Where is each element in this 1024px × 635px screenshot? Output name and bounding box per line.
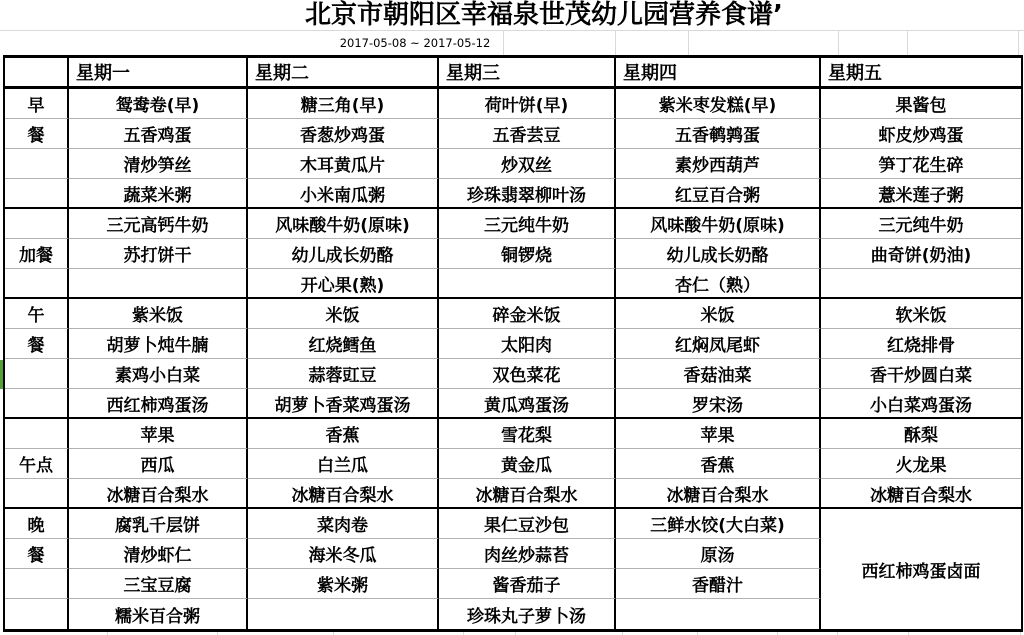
menu-cell[interactable]: 珍珠翡翠柳叶汤: [439, 179, 616, 209]
menu-cell[interactable]: 清炒笋丝: [69, 149, 248, 179]
menu-cell[interactable]: 酱香茄子: [439, 569, 616, 599]
menu-cell[interactable]: 香葱炒鸡蛋: [248, 119, 439, 149]
menu-cell[interactable]: 炒双丝: [439, 149, 616, 179]
day-header[interactable]: 星期五: [821, 58, 1021, 89]
sheet-gridline: [838, 31, 839, 55]
menu-cell[interactable]: 软米饭: [821, 299, 1021, 329]
sheet-gridline: [688, 31, 689, 55]
menu-cell[interactable]: 果仁豆沙包: [439, 509, 616, 539]
menu-cell[interactable]: 红焖凤尾虾: [616, 329, 821, 359]
menu-cell[interactable]: [248, 599, 439, 629]
menu-cell[interactable]: 木耳黄瓜片: [248, 149, 439, 179]
menu-cell[interactable]: 肉丝炒蒜苔: [439, 539, 616, 569]
meal-label-cell[interactable]: [5, 419, 69, 449]
menu-cell[interactable]: 五香鹌鹑蛋: [616, 119, 821, 149]
menu-cell[interactable]: 碎金米饭: [439, 299, 616, 329]
meal-label-cell[interactable]: 餐: [5, 119, 69, 149]
meal-label-cell[interactable]: [5, 569, 69, 599]
menu-cell[interactable]: 香蕉: [616, 449, 821, 479]
menu-cell[interactable]: 红烧排骨: [821, 329, 1021, 359]
menu-cell[interactable]: 苏打饼干: [69, 239, 248, 269]
menu-cell[interactable]: 杏仁（熟）: [616, 269, 821, 299]
menu-cell[interactable]: 小米南瓜粥: [248, 179, 439, 209]
menu-cell[interactable]: 小白菜鸡蛋汤: [821, 389, 1021, 419]
sheet-gridline: [907, 31, 908, 55]
sheet-gridline: [615, 31, 616, 55]
menu-cell[interactable]: 香干炒圆白菜: [821, 359, 1021, 389]
menu-cell[interactable]: 腐乳千层饼: [69, 509, 248, 539]
menu-cell[interactable]: 三元高钙牛奶: [69, 209, 248, 239]
menu-cell[interactable]: 珍珠丸子萝卜汤: [439, 599, 616, 629]
menu-cell[interactable]: 素鸡小白菜: [69, 359, 248, 389]
meal-label-cell[interactable]: 午点: [5, 449, 69, 479]
menu-cell-merged[interactable]: 西红柿鸡蛋卤面: [861, 561, 981, 582]
menu-cell[interactable]: 笋丁花生碎: [821, 149, 1021, 179]
menu-cell[interactable]: 鸳鸯卷(早): [69, 89, 248, 119]
menu-cell[interactable]: 苹果: [69, 419, 248, 449]
menu-cell[interactable]: 香醋汁: [616, 569, 821, 599]
meal-label-cell[interactable]: 加餐: [5, 239, 69, 269]
menu-cell[interactable]: 冰糖百合梨水: [248, 479, 439, 509]
menu-cell[interactable]: 开心果(熟): [248, 269, 439, 299]
day-header[interactable]: 星期三: [439, 58, 616, 89]
meal-label-cell[interactable]: [5, 599, 69, 629]
menu-cell[interactable]: 幼儿成长奶酪: [248, 239, 439, 269]
menu-cell[interactable]: 原汤: [616, 539, 821, 569]
meal-label-cell[interactable]: [5, 149, 69, 179]
menu-cell[interactable]: 西红柿鸡蛋汤: [69, 389, 248, 419]
meal-label-cell[interactable]: 早: [5, 89, 69, 119]
meal-label-cell[interactable]: 午: [5, 299, 69, 329]
menu-cell[interactable]: 紫米粥: [248, 569, 439, 599]
menu-cell[interactable]: 三元纯牛奶: [439, 209, 616, 239]
menu-cell[interactable]: 黄瓜鸡蛋汤: [439, 389, 616, 419]
menu-cell[interactable]: 三元纯牛奶: [821, 209, 1021, 239]
menu-cell[interactable]: 胡萝卜炖牛腩: [69, 329, 248, 359]
menu-cell[interactable]: 雪花梨: [439, 419, 616, 449]
menu-cell[interactable]: 糖三角(早): [248, 89, 439, 119]
menu-cell[interactable]: 三鲜水饺(大白菜): [616, 509, 821, 539]
date-range: 2017-05-08 ~ 2017-05-12: [339, 36, 491, 50]
menu-cell[interactable]: [821, 269, 1021, 299]
corner-cell[interactable]: [5, 58, 69, 89]
menu-cell[interactable]: 风味酸牛奶(原味): [616, 209, 821, 239]
menu-cell[interactable]: 紫米饭: [69, 299, 248, 329]
meal-label-cell[interactable]: [5, 479, 69, 509]
menu-cell[interactable]: 冰糖百合梨水: [69, 479, 248, 509]
meal-label-cell[interactable]: [5, 209, 69, 239]
menu-cell[interactable]: 罗宋汤: [616, 389, 821, 419]
menu-cell[interactable]: 五香芸豆: [439, 119, 616, 149]
menu-cell[interactable]: 西瓜: [69, 449, 248, 479]
menu-cell[interactable]: 风味酸牛奶(原味): [248, 209, 439, 239]
menu-cell[interactable]: 黄金瓜: [439, 449, 616, 479]
page-title: 北京市朝阳区幸福泉世茂幼儿园营养食谱’: [305, 0, 783, 30]
menu-cell[interactable]: 蒜蓉豇豆: [248, 359, 439, 389]
menu-cell[interactable]: 冰糖百合梨水: [821, 479, 1021, 509]
menu-cell[interactable]: 海米冬瓜: [248, 539, 439, 569]
menu-cell[interactable]: 太阳肉: [439, 329, 616, 359]
menu-cell[interactable]: [439, 269, 616, 299]
menu-cell[interactable]: 苹果: [616, 419, 821, 449]
sheet-gridline: [1018, 31, 1019, 55]
meal-label-cell[interactable]: [5, 179, 69, 209]
menu-cell[interactable]: 酥梨: [821, 419, 1021, 449]
day-header[interactable]: 星期一: [69, 58, 248, 89]
menu-cell[interactable]: 菜肉卷: [248, 509, 439, 539]
menu-cell[interactable]: 曲奇饼(奶油): [821, 239, 1021, 269]
menu-cell[interactable]: 双色菜花: [439, 359, 616, 389]
menu-cell[interactable]: 果酱包: [821, 89, 1021, 119]
menu-cell[interactable]: 冰糖百合梨水: [616, 479, 821, 509]
menu-table: [3, 55, 1023, 632]
menu-cell[interactable]: 虾皮炒鸡蛋: [821, 119, 1021, 149]
sheet-gridline: [503, 31, 504, 55]
menu-cell[interactable]: 香蕉: [248, 419, 439, 449]
meal-label-cell[interactable]: 晚: [5, 509, 69, 539]
menu-cell[interactable]: 香菇油菜: [616, 359, 821, 389]
menu-cell[interactable]: 冰糖百合梨水: [439, 479, 616, 509]
menu-cell[interactable]: 紫米枣发糕(早): [616, 89, 821, 119]
menu-cell[interactable]: 幼儿成长奶酪: [616, 239, 821, 269]
day-header[interactable]: 星期二: [248, 58, 439, 89]
sheet-gridline: [0, 30, 1024, 31]
menu-cell[interactable]: 红烧鳕鱼: [248, 329, 439, 359]
menu-cell[interactable]: [69, 269, 248, 299]
menu-cell[interactable]: 清炒虾仁: [69, 539, 248, 569]
meal-label-cell[interactable]: [5, 389, 69, 419]
menu-cell[interactable]: 五香鸡蛋: [69, 119, 248, 149]
meal-label-cell[interactable]: [5, 359, 69, 389]
menu-cell[interactable]: 米饭: [248, 299, 439, 329]
menu-cell[interactable]: 三宝豆腐: [69, 569, 248, 599]
menu-cell[interactable]: 荷叶饼(早): [439, 89, 616, 119]
row-marker: [0, 360, 3, 389]
menu-cell[interactable]: 薏米莲子粥: [821, 179, 1021, 209]
menu-cell[interactable]: 米饭: [616, 299, 821, 329]
menu-cell[interactable]: 素炒西葫芦: [616, 149, 821, 179]
menu-cell[interactable]: 胡萝卜香菜鸡蛋汤: [248, 389, 439, 419]
menu-cell[interactable]: 火龙果: [821, 449, 1021, 479]
day-header[interactable]: 星期四: [616, 58, 821, 89]
menu-cell[interactable]: 白兰瓜: [248, 449, 439, 479]
menu-cell[interactable]: [616, 599, 821, 629]
menu-cell[interactable]: 铜锣烧: [439, 239, 616, 269]
menu-cell[interactable]: 红豆百合粥: [616, 179, 821, 209]
meal-label-cell[interactable]: 餐: [5, 539, 69, 569]
menu-cell[interactable]: 糯米百合粥: [69, 599, 248, 629]
meal-label-cell[interactable]: 餐: [5, 329, 69, 359]
meal-label-cell[interactable]: [5, 269, 69, 299]
menu-cell[interactable]: 蔬菜米粥: [69, 179, 248, 209]
